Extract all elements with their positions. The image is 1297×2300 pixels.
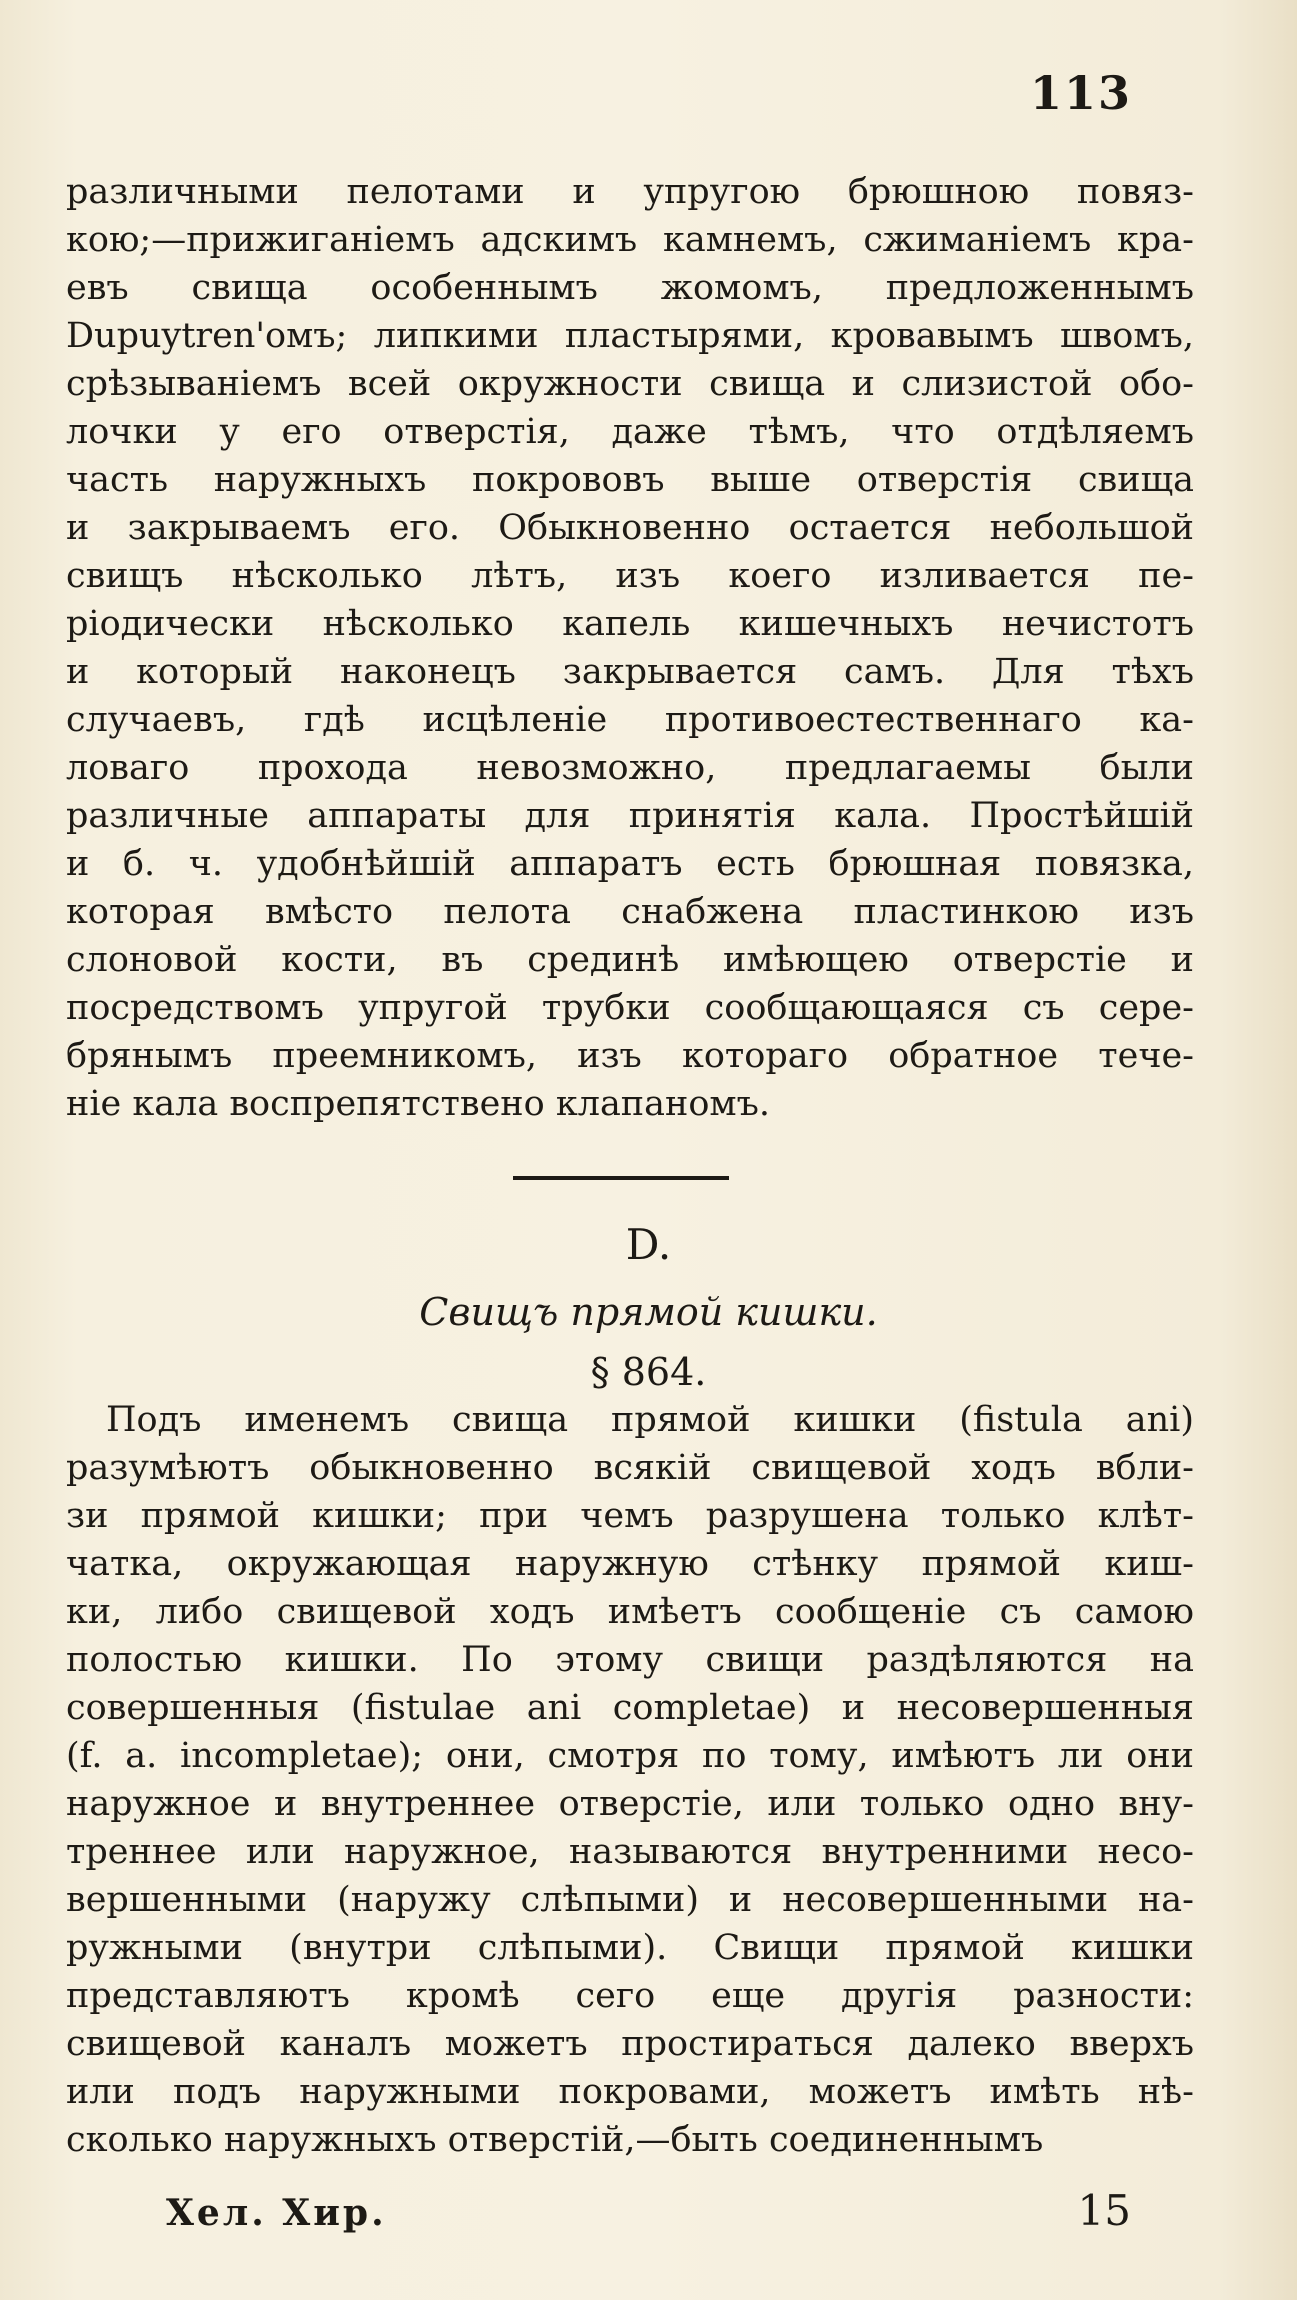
- text-line: ловаго прохода невозможно, предлагаемы были: [66, 748, 1194, 788]
- paragraph-top: [66, 168, 1194, 1128]
- text-line: свищъ нѣсколько лѣтъ, изъ коего изливается пе-: [66, 556, 1194, 596]
- text-line: случаевъ, гдѣ исцѣленіе противоестественнаго ка-: [66, 700, 1194, 740]
- text-line: слоновой кости, въ срединѣ имѣющею отверстіе и: [66, 940, 1194, 980]
- text-line: полостью кишки. По этому свищи раздѣляются на: [66, 1640, 1194, 1680]
- text-line: и закрываемъ его. Обыкновенно остается небольшой: [66, 508, 1194, 548]
- text-line: ріодически нѣсколько капель кишечныхъ нечистотъ: [66, 604, 1194, 644]
- text-line: (f. a. incompletae); они, смотря по тому, имѣютъ ли они: [66, 1736, 1194, 1776]
- text-line: которая вмѣсто пелота снабжена пластинкою изъ: [66, 892, 1194, 932]
- text-line: кою;—прижиганіемъ адскимъ камнемъ, сжиманіемъ кра-: [66, 220, 1194, 260]
- text-line: представляютъ кромѣ сего еще другія разности:: [66, 1976, 1194, 2016]
- text-line: или подъ наружными покровами, можетъ имѣть нѣ-: [66, 2072, 1194, 2112]
- text-line: различными пелотами и упругою брюшною повяз-: [66, 172, 1194, 212]
- text-line: лочки у его отверстія, даже тѣмъ, что отдѣляемъ: [66, 412, 1194, 452]
- footer-sheet-number: 15: [1077, 2186, 1131, 2235]
- text-line: ніе кала воспрепятствено клапаномъ.: [66, 1084, 771, 1124]
- paragraph-bottom: [66, 1396, 1194, 2164]
- text-line: евъ свища особеннымъ жомомъ, предложеннымъ: [66, 268, 1194, 308]
- text-line: ки, либо свищевой ходъ имѣетъ сообщеніе съ самою: [66, 1592, 1194, 1632]
- text-line: ружными (внутри слѣпыми). Свищи прямой кишки: [66, 1928, 1194, 1968]
- text-line: часть наружныхъ покрововъ выше отверстія свища: [66, 460, 1194, 500]
- text-line: сколько наружныхъ отверстій,—быть соединеннымъ: [66, 2120, 1044, 2160]
- text-line: брянымъ преемникомъ, изъ котораго обратное тече-: [66, 1036, 1194, 1076]
- text-line: срѣзываніемъ всей окружности свища и слизистой обо-: [66, 364, 1194, 404]
- text-line: разумѣютъ обыкновенно всякій свищевой ходъ вбли-: [66, 1448, 1194, 1488]
- section-letter: D.: [625, 1220, 672, 1269]
- text-line: наружное и внутреннее отверстіе, или только одно вну-: [66, 1784, 1194, 1824]
- text-line: Подъ именемъ свища прямой кишки (fistula ani): [106, 1400, 1194, 1440]
- paragraph-number: § 864.: [590, 1350, 707, 1394]
- page-number: 113: [1029, 66, 1132, 120]
- text-line: совершенныя (fistulae ani completae) и несовершенныя: [66, 1688, 1194, 1728]
- text-line: вершенными (наружу слѣпыми) и несовершенными на-: [66, 1880, 1194, 1920]
- text-line: и который наконецъ закрывается самъ. Для тѣхъ: [66, 652, 1194, 692]
- text-line: различные аппараты для принятія кала. Простѣйшій: [66, 796, 1194, 836]
- footer-signature: Хел. Хир.: [166, 2192, 387, 2234]
- text-line: посредствомъ упругой трубки сообщающаяся съ сере-: [66, 988, 1194, 1028]
- text-line: зи прямой кишки; при чемъ разрушена только клѣт-: [66, 1496, 1194, 1536]
- text-line: чатка, окружающая наружную стѣнку прямой киш-: [66, 1544, 1194, 1584]
- section-title: Свищъ прямой кишки.: [419, 1290, 878, 1334]
- text-line: и б. ч. удобнѣйшій аппаратъ есть брюшная повязка,: [66, 844, 1194, 884]
- text-line: свищевой каналъ можетъ простираться далеко вверхъ: [66, 2024, 1194, 2064]
- text-line: Dupuytren'омъ; липкими пластырями, кровавымъ швомъ,: [66, 316, 1194, 356]
- text-line: треннее или наружное, называются внутренними несо-: [66, 1832, 1194, 1872]
- section-divider: [513, 1176, 729, 1180]
